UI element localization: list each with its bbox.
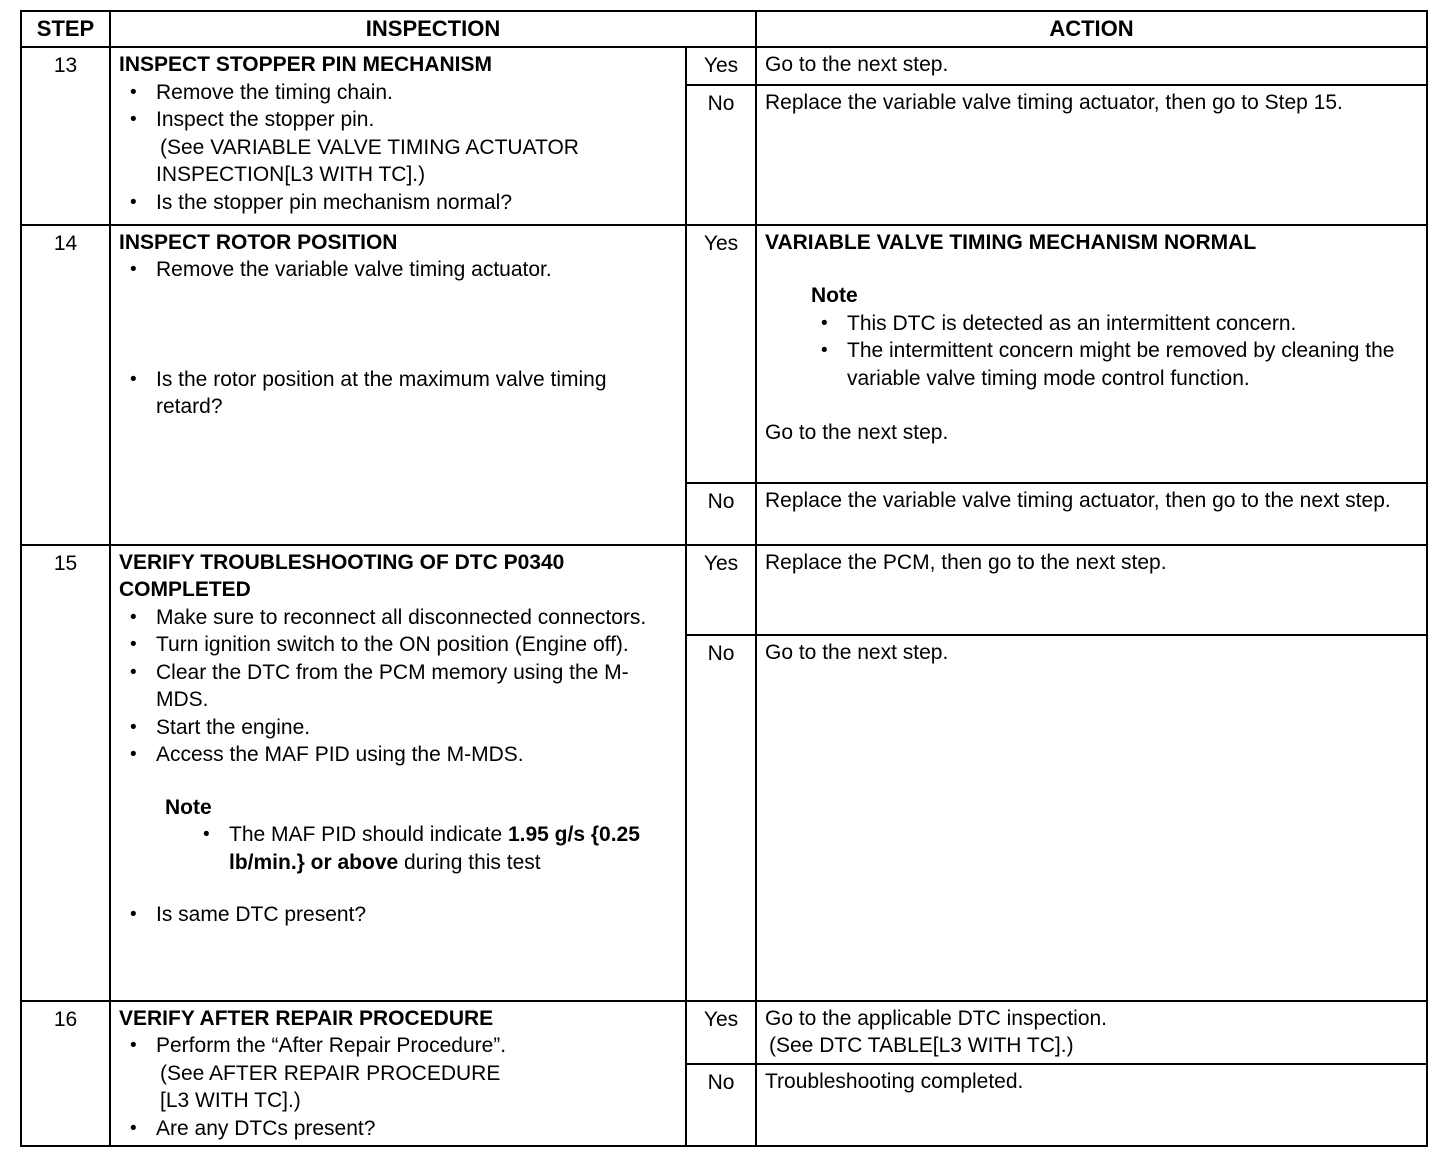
table-row <box>21 47 1427 85</box>
inspection-list <box>119 1032 677 1142</box>
list-item: • Is the stopper pin mechanism normal? <box>156 189 677 217</box>
note-list <box>119 821 677 876</box>
list-item: • Start the engine. <box>156 714 677 742</box>
list-item: • Access the MAF PID using the M-MDS. <box>156 741 677 769</box>
inspection-cell <box>110 47 686 225</box>
list-item: • Remove the variable valve timing actuator. <box>156 256 677 284</box>
list-item: • Is the rotor position at the maximum valve timing retard? <box>156 366 677 421</box>
inspection-list <box>119 366 677 421</box>
header-row <box>21 11 1427 47</box>
list-item: • Make sure to reconnect all disconnected connectors. <box>156 604 677 632</box>
reference-link[interactable]: INSPECTION[L3 WITH TC].) <box>156 163 426 186</box>
no-action: Replace the variable valve timing actuator, then go to the next step. <box>756 483 1427 545</box>
inspection-list <box>119 256 677 284</box>
troubleshooting-table <box>20 10 1428 1147</box>
header-step: STEP <box>21 11 110 47</box>
no-label: No <box>686 85 756 225</box>
step-number: 13 <box>21 47 110 225</box>
no-action: Replace the variable valve timing actuator, then go to Step 15. <box>756 85 1427 225</box>
note-label: Note <box>811 284 858 307</box>
list-item: • Remove the timing chain. <box>156 79 677 107</box>
yes-action: Go to the next step. <box>756 47 1427 85</box>
table-row <box>21 545 1427 635</box>
inspection-list <box>119 79 677 217</box>
no-label: No <box>686 635 756 1001</box>
result-title: VARIABLE VALVE TIMING MECHANISM NORMAL <box>765 230 1257 254</box>
inspection-title: VERIFY TROUBLESHOOTING OF DTC P0340 COMPLETED <box>119 550 565 601</box>
reference-link[interactable]: [L3 WITH TC].) <box>160 1089 301 1112</box>
list-item: • The intermittent concern might be removed by cleaning the variable valve timing mode control function. <box>847 337 1418 392</box>
yes-action: Go to the applicable DTC inspection. (See DTC TABLE[L3 WITH TC].) <box>756 1001 1427 1064</box>
yes-label: Yes <box>686 545 756 635</box>
no-label: No <box>686 1064 756 1147</box>
list-item: • This DTC is detected as an intermittent concern. <box>847 310 1418 338</box>
table-row <box>21 225 1427 483</box>
reference-link[interactable]: (See DTC TABLE[L3 WITH TC].) <box>769 1034 1074 1057</box>
list-item: • Perform the “After Repair Procedure”. (See AFTER REPAIR PROCEDURE [L3 WITH TC].) <box>156 1032 677 1115</box>
inspection-title: VERIFY AFTER REPAIR PROCEDURE <box>119 1006 494 1030</box>
table-row <box>21 1001 1427 1064</box>
list-item: • Turn ignition switch to the ON position (Engine off). <box>156 631 677 659</box>
yes-label: Yes <box>686 225 756 483</box>
no-label: No <box>686 483 756 545</box>
reference-link[interactable]: (See AFTER REPAIR PROCEDURE <box>160 1061 501 1085</box>
list-item: • Is same DTC present? <box>156 901 677 929</box>
step-number: 14 <box>21 225 110 545</box>
step-number: 16 <box>21 1001 110 1147</box>
inspection-title: INSPECT STOPPER PIN MECHANISM <box>119 53 492 76</box>
yes-action: Replace the PCM, then go to the next step. <box>756 545 1427 635</box>
header-inspection: INSPECTION <box>110 11 756 47</box>
next-step-text: Go to the next step. <box>765 421 949 444</box>
note-label: Note <box>165 795 212 819</box>
reference-link[interactable]: (See VARIABLE VALVE TIMING ACTUATOR <box>160 135 579 159</box>
note-list <box>765 310 1418 393</box>
list-item: • The MAF PID should indicate 1.95 g/s {0.25 lb/min.} or above during this test <box>229 821 677 876</box>
list-item: • Inspect the stopper pin. (See VARIABLE VALVE TIMING ACTUATOR INSPECTION[L3 WITH TC].) <box>156 106 677 189</box>
inspection-cell <box>110 1001 686 1147</box>
inspection-list <box>119 901 677 929</box>
inspection-cell <box>110 225 686 545</box>
no-action: Troubleshooting completed. <box>756 1064 1427 1147</box>
yes-action <box>756 225 1427 483</box>
header-action: ACTION <box>756 11 1427 47</box>
no-action: Go to the next step. <box>756 635 1427 1001</box>
yes-label: Yes <box>686 1001 756 1064</box>
inspection-cell <box>110 545 686 1001</box>
list-item: • Clear the DTC from the PCM memory using the M-MDS. <box>156 659 677 714</box>
inspection-title: INSPECT ROTOR POSITION <box>119 230 398 254</box>
inspection-list <box>119 604 677 769</box>
yes-label: Yes <box>686 47 756 85</box>
list-item: • Are any DTCs present? <box>156 1115 677 1143</box>
step-number: 15 <box>21 545 110 1001</box>
